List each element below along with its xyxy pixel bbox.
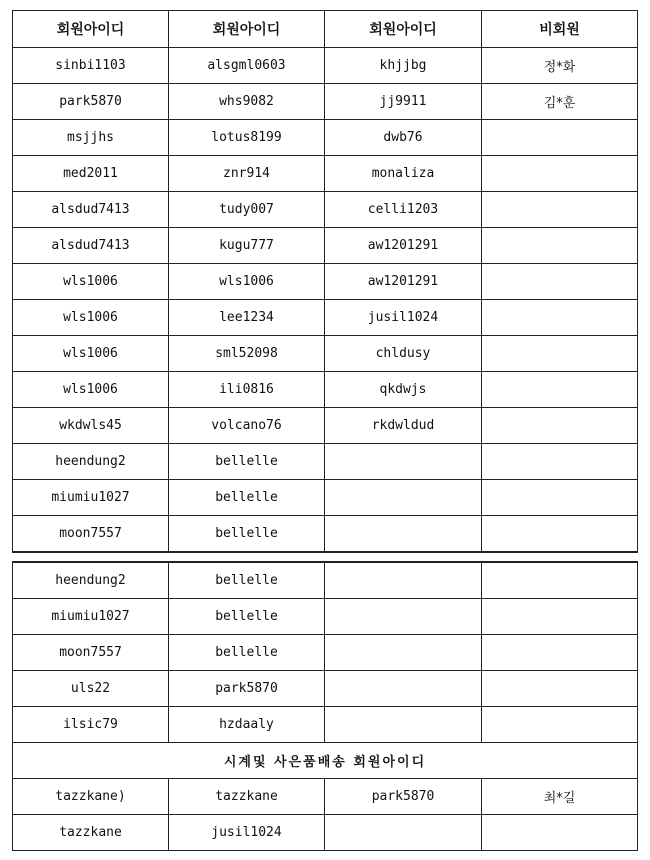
member-id-cell [325,562,482,599]
non-member-cell [482,372,638,408]
non-member-cell [482,444,638,480]
non-member-cell [482,228,638,264]
member-id-cell: ilsic79 [13,707,169,743]
member-id-cell: lee1234 [169,300,325,336]
member-id-cell [325,480,482,516]
non-member-cell [482,264,638,300]
member-id-cell: alsgml0603 [169,48,325,84]
header-cell-member-id-1: 회원아이디 [13,11,169,48]
member-id-cell [325,815,482,851]
member-id-cell: monaliza [325,156,482,192]
member-id-cell: park5870 [169,671,325,707]
member-id-cell: heendung2 [13,562,169,599]
non-member-cell [482,120,638,156]
table-row [13,815,638,851]
non-member-cell [482,408,638,444]
member-id-cell: bellelle [169,480,325,516]
member-id-cell: wls1006 [169,264,325,300]
member-id-cell: khjjbg [325,48,482,84]
member-id-cell: tudy007 [169,192,325,228]
table-row [13,779,638,815]
table-row [13,480,638,516]
member-id-cell: celli1203 [325,192,482,228]
non-member-cell [482,635,638,671]
member-id-cell: bellelle [169,444,325,480]
member-id-cell: alsdud7413 [13,192,169,228]
member-id-cell: med2011 [13,156,169,192]
member-id-cell: sinbi1103 [13,48,169,84]
member-id-cell: bellelle [169,635,325,671]
member-id-cell: park5870 [325,779,482,815]
non-member-cell [482,192,638,228]
member-id-cell: bellelle [169,599,325,635]
non-member-cell [482,480,638,516]
member-id-cell: ili0816 [169,372,325,408]
member-id-cell [325,671,482,707]
member-id-cell: dwb76 [325,120,482,156]
table-row [13,156,638,192]
table-row [13,228,638,264]
member-id-cell: bellelle [169,562,325,599]
header-cell-member-id-3: 회원아이디 [325,11,482,48]
non-member-cell: 정*화 [482,48,638,84]
member-id-cell: miumiu1027 [13,480,169,516]
member-id-cell: wls1006 [13,300,169,336]
member-id-cell: jusil1024 [169,815,325,851]
table-row [13,336,638,372]
member-id-cell [325,707,482,743]
header-row [13,11,638,48]
non-member-cell [482,336,638,372]
member-id-cell: hzdaaly [169,707,325,743]
member-id-cell: kugu777 [169,228,325,264]
table-row [13,516,638,553]
member-id-cell: heendung2 [13,444,169,480]
header-cell-member-id-2: 회원아이디 [169,11,325,48]
member-id-cell: volcano76 [169,408,325,444]
table-row [13,120,638,156]
non-member-cell [482,671,638,707]
non-member-cell [482,707,638,743]
member-id-cell: wls1006 [13,336,169,372]
member-id-cell: lotus8199 [169,120,325,156]
table-row [13,264,638,300]
member-id-cell: whs9082 [169,84,325,120]
table-row [13,707,638,743]
non-member-cell [482,516,638,553]
member-id-cell: tazzkane [13,815,169,851]
member-id-cell: chldusy [325,336,482,372]
non-member-cell [482,599,638,635]
non-member-cell [482,815,638,851]
member-id-table-page1 [12,10,638,553]
non-member-cell [482,300,638,336]
member-id-table-page2 [12,561,638,851]
member-id-cell: aw1201291 [325,228,482,264]
member-id-cell: wls1006 [13,372,169,408]
member-id-cell: sml52098 [169,336,325,372]
member-id-cell [325,635,482,671]
section-header-row [13,743,638,779]
table-row [13,408,638,444]
table-row [13,562,638,599]
member-id-cell: msjjhs [13,120,169,156]
table-row [13,300,638,336]
member-id-cell: moon7557 [13,635,169,671]
member-id-cell [325,444,482,480]
member-id-cell: jusil1024 [325,300,482,336]
non-member-cell [482,156,638,192]
member-id-cell [325,599,482,635]
member-id-cell [325,516,482,553]
member-id-cell: jj9911 [325,84,482,120]
table-row [13,599,638,635]
table-row [13,635,638,671]
member-id-cell: rkdwldud [325,408,482,444]
non-member-cell [482,562,638,599]
member-id-cell: aw1201291 [325,264,482,300]
member-id-cell: tazzkane) [13,779,169,815]
section-title-gift-shipping: 시계및 사은품배송 회원아이디 [13,743,638,779]
table-row [13,444,638,480]
member-id-cell: wls1006 [13,264,169,300]
header-cell-non-member: 비회원 [482,11,638,48]
table-row [13,48,638,84]
member-id-cell: bellelle [169,516,325,553]
member-id-cell: moon7557 [13,516,169,553]
non-member-cell: 김*훈 [482,84,638,120]
table-row [13,84,638,120]
table-row [13,671,638,707]
member-id-cell: miumiu1027 [13,599,169,635]
member-id-cell: park5870 [13,84,169,120]
member-id-cell: alsdud7413 [13,228,169,264]
non-member-cell: 최*길 [482,779,638,815]
member-id-cell: wkdwls45 [13,408,169,444]
member-id-cell: uls22 [13,671,169,707]
member-id-cell: tazzkane [169,779,325,815]
table-row [13,372,638,408]
member-id-cell: qkdwjs [325,372,482,408]
member-id-cell: znr914 [169,156,325,192]
table-row [13,192,638,228]
